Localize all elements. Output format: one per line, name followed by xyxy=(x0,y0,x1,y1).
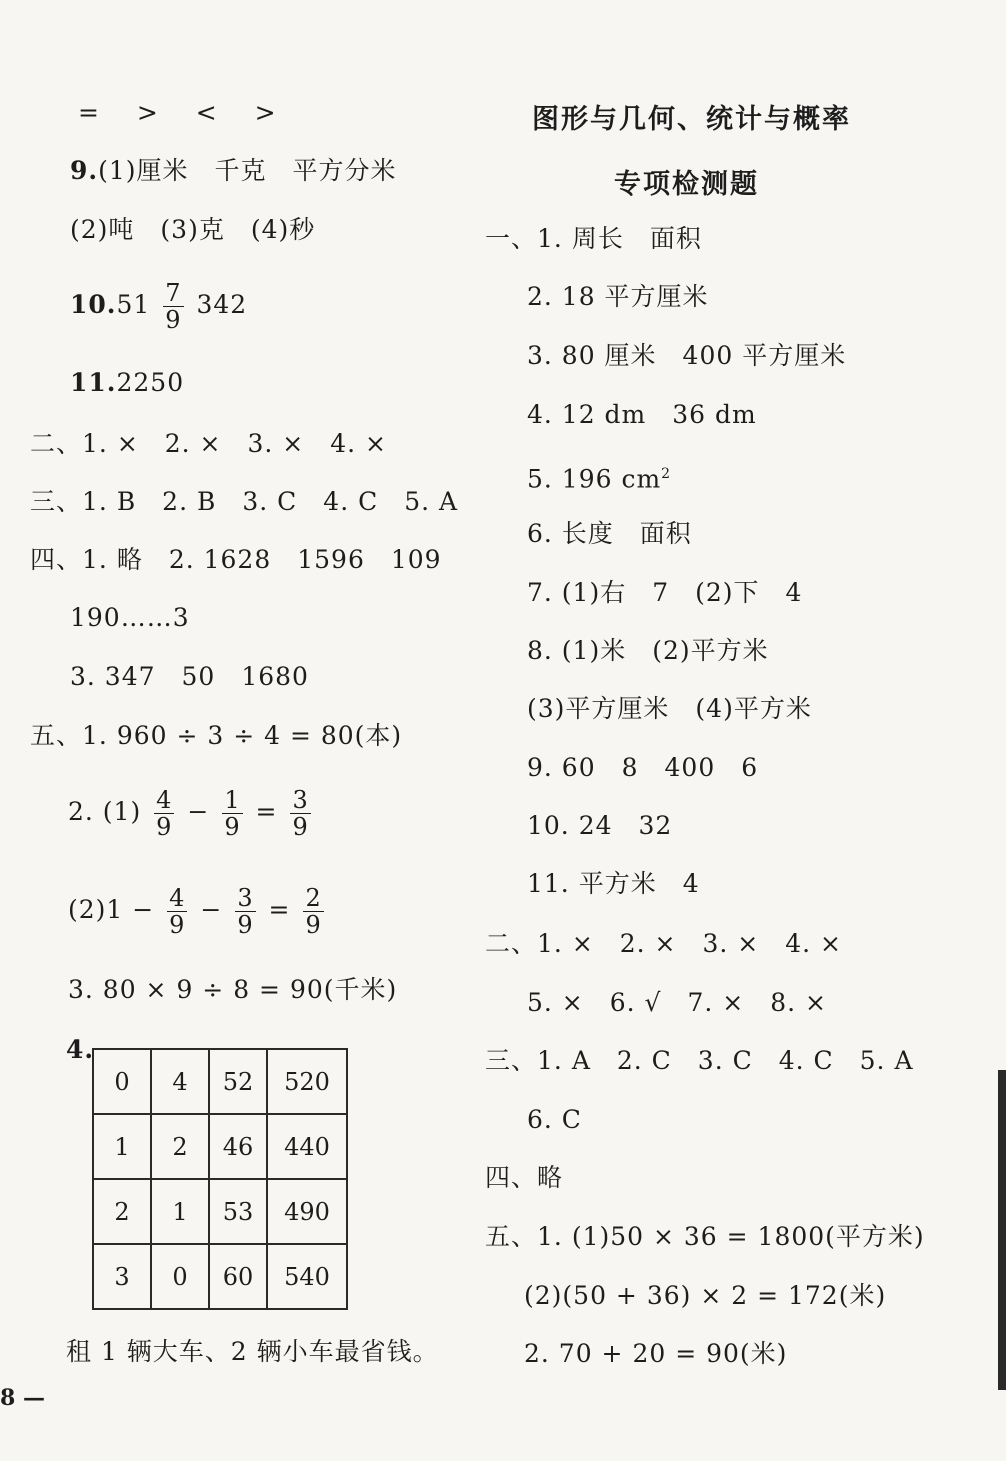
answer-9: 9.(1)厘米 千克 平方分米 xyxy=(70,156,397,185)
table-cell: 490 xyxy=(267,1179,347,1244)
section-3-answers: 三、1. B 2. B 3. C 4. C 5. A xyxy=(30,487,459,516)
table-cell: 520 xyxy=(267,1049,347,1114)
r-section-4: 四、略 xyxy=(485,1163,564,1192)
page-number: 8 — xyxy=(0,1385,45,1411)
table-row xyxy=(93,1114,347,1179)
r-answer-10: 10. 24 32 xyxy=(527,811,673,840)
answer-table xyxy=(92,1048,348,1310)
table-row xyxy=(93,1179,347,1244)
r-section-2-answers: 二、1. × 2. × 3. × 4. × xyxy=(485,929,843,958)
r-answer-8-cont: (3)平方厘米 (4)平方米 xyxy=(527,694,812,723)
r-section-2-cont: 5. × 6. √ 7. × 8. × xyxy=(527,988,827,1017)
r-answer-4: 4. 12 dm 36 dm xyxy=(527,400,757,429)
r-answer-7: 7. (1)右 7 (2)下 4 xyxy=(527,578,803,607)
r-answer-8: 8. (1)米 (2)平方米 xyxy=(527,636,769,665)
answer-10: 10.51 $\frac{7}{9}$ 342 xyxy=(70,279,248,334)
section-5-answer-4-label: 4. xyxy=(66,1035,95,1064)
r-section-5-answer-2: 2. 70 + 20 = 90(米) xyxy=(524,1339,788,1368)
section-subtitle: 专项检测题 xyxy=(614,169,759,200)
section-5-answer-2-2: (2)1 − $\frac{4}{9}$ − $\frac{3}{9}$ = $\frac{2}{9}$ xyxy=(68,884,322,939)
r-answer-5: 5. 196 $cm^2$ xyxy=(527,464,672,494)
table-cell: 2 xyxy=(151,1114,209,1179)
table-cell: 0 xyxy=(151,1244,209,1309)
table-cell: 3 xyxy=(93,1244,151,1309)
r-section-1-answer-1: 一、1. 周长 面积 xyxy=(485,224,702,253)
r-section-3-answers: 三、1. A 2. C 3. C 4. C 5. A xyxy=(485,1046,914,1075)
r-answer-6: 6. 长度 面积 xyxy=(527,519,692,548)
r-section-5-answer-1-2: (2)(50 + 36) × 2 = 172(米) xyxy=(524,1281,887,1310)
r-answer-3: 3. 80 厘米 400 平方厘米 xyxy=(527,341,847,370)
r-answer-2: 2. 18 平方厘米 xyxy=(527,282,709,311)
section-title: 图形与几何、统计与概率 xyxy=(532,104,851,135)
r-section-5-answer-1-1: 五、1. (1)50 × 36 = 1800(平方米) xyxy=(485,1222,925,1251)
table-cell: 53 xyxy=(209,1179,267,1244)
table-row xyxy=(93,1049,347,1114)
table-cell: 46 xyxy=(209,1114,267,1179)
table-cell: 60 xyxy=(209,1244,267,1309)
section-4-cont: 190……3 xyxy=(70,603,190,632)
r-answer-11: 11. 平方米 4 xyxy=(527,869,700,898)
section-5-answer-1: 五、1. 960 ÷ 3 ÷ 4 = 80(本) xyxy=(30,721,403,750)
section-4-answers: 四、1. 略 2. 1628 1596 109 xyxy=(30,545,442,574)
table-cell: 52 xyxy=(209,1049,267,1114)
answer-9-cont: (2)吨 (3)克 (4)秒 xyxy=(70,215,316,244)
r-answer-9: 9. 60 8 400 6 xyxy=(527,753,759,782)
r-section-3-cont: 6. C xyxy=(527,1105,582,1134)
answer-11: 11.2250 xyxy=(70,368,185,397)
conclusion-text: 租 1 辆大车、2 辆小车最省钱。 xyxy=(66,1337,439,1366)
table-cell: 540 xyxy=(267,1244,347,1309)
table-row xyxy=(93,1244,347,1309)
page-edge-shadow xyxy=(998,1070,1006,1390)
table-cell: 1 xyxy=(93,1114,151,1179)
section-2-answers: 二、1. × 2. × 3. × 4. × xyxy=(30,429,388,458)
table-cell: 4 xyxy=(151,1049,209,1114)
fraction: $\frac{7}{9}$ xyxy=(165,279,182,334)
table-cell: 0 xyxy=(93,1049,151,1114)
table-cell: 2 xyxy=(93,1179,151,1244)
comparison-symbols: = > < > xyxy=(78,98,277,127)
table-cell: 1 xyxy=(151,1179,209,1244)
section-4-answer-3: 3. 347 50 1680 xyxy=(70,662,309,691)
table-cell: 440 xyxy=(267,1114,347,1179)
section-5-answer-2-1: 2. (1) $\frac{4}{9}$ − $\frac{1}{9}$ = $\frac{3}{9}$ xyxy=(68,786,309,841)
section-5-answer-3: 3. 80 × 9 ÷ 8 = 90(千米) xyxy=(68,975,398,1004)
